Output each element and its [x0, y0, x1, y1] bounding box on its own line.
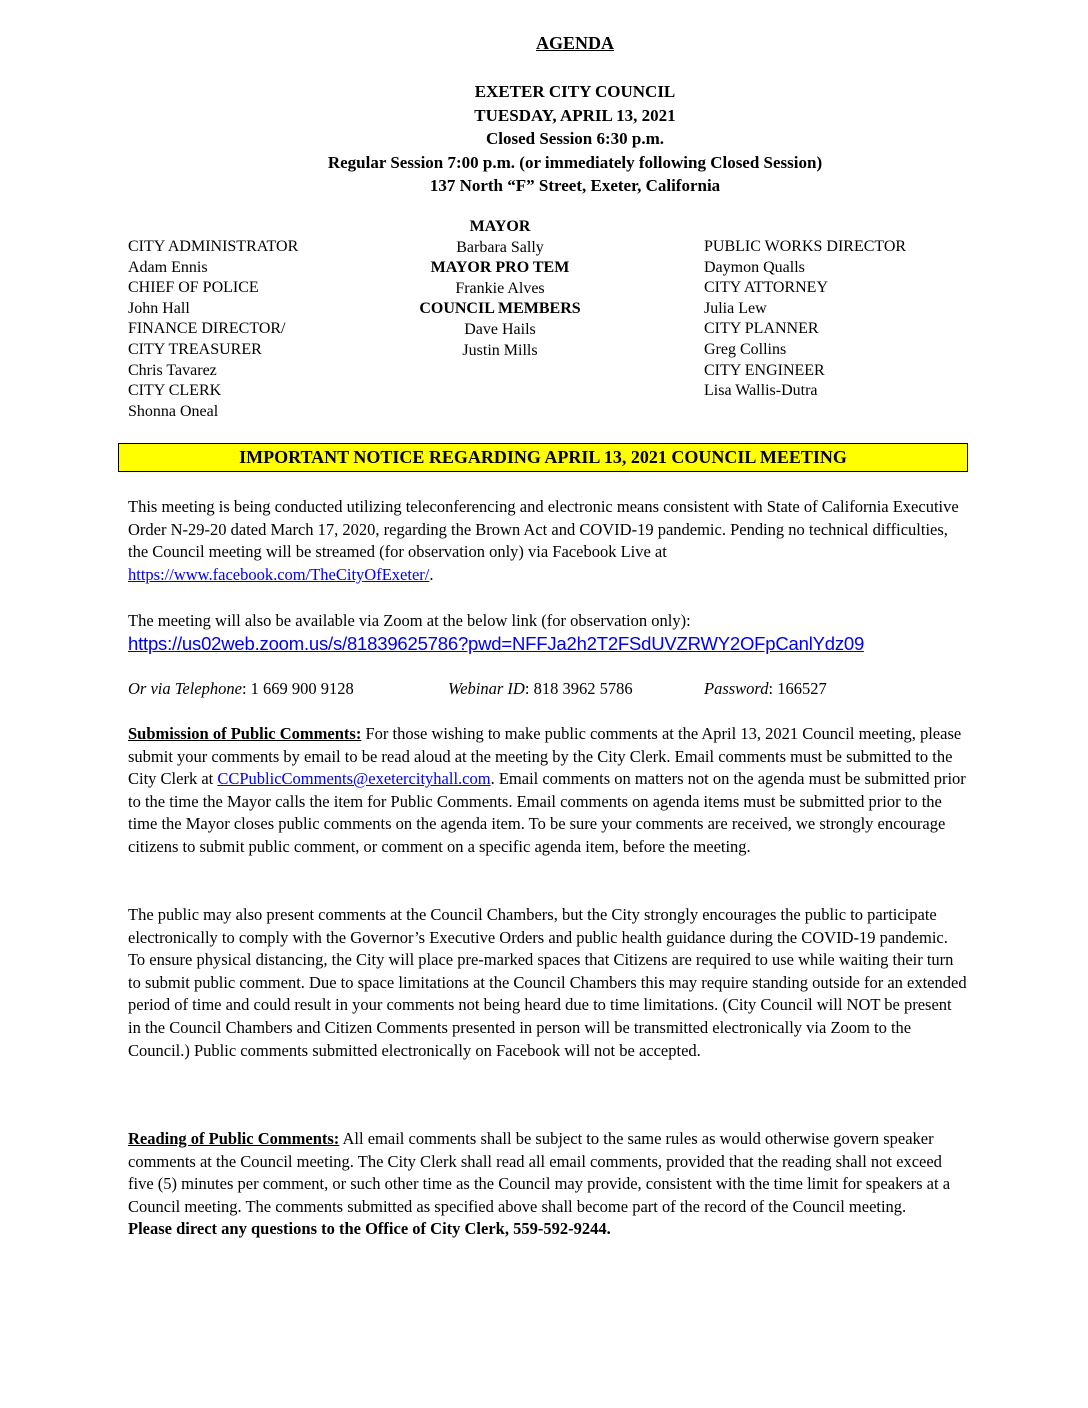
webinar-id: : 818 3962 5786	[524, 679, 633, 698]
official-line: CITY PLANNER	[704, 320, 819, 338]
password-value: : 166527	[768, 679, 827, 698]
closed-session-time: Closed Session 6:30 p.m.	[485, 129, 665, 148]
submission-text-2: . Email comments on matters not on the agenda must be submitted prior to the time the Mayor calls the item for Public Comments. Email comments on agenda items must be submitted prior to the time the Mayor closes public comments on the agenda item. To be sure your comments are received, we strongly encourage citizens to submit public comment, or comment on a specific agenda item, before the meeting.	[128, 769, 966, 856]
meeting-address: 137 North “F” Street, Exeter, California	[429, 176, 721, 195]
webinar-label: Webinar ID	[448, 679, 525, 698]
council-name: EXETER CITY COUNCIL	[474, 82, 676, 101]
public-comments-paragraph: The public may also present comments at the Council Chambers, but the City strongly encourages the public to participate electronically to comply with the Governor’s Executive Orders and public health guidance during the COVID-19 pandemic. To ensure physical distancing, the City will place pre-marked spaces that Citizens are required to use while waiting their turn to submit public comment. Due to space limitations at the Council Chambers this may require standing outside for an extended period of time and could result in your comments not being heard due to time limitations. (City Council will NOT be present in the Council Chambers and Citizen Comments presented in person will be transmitted electronically via Zoom to the Council.) Public comments submitted electronically on Facebook will not be accepted.	[128, 905, 967, 1060]
phone-line	[128, 678, 968, 701]
email-link[interactable]: CCPublicComments@exetercityhall.com	[217, 769, 491, 789]
meeting-header	[0, 80, 1088, 198]
telephone-number: : 1 669 900 9128	[241, 679, 354, 698]
submission-paragraph	[128, 723, 968, 859]
official-line: Shonna Oneal	[128, 402, 219, 420]
official-line: CITY CLERK	[128, 382, 222, 400]
council-members-label: COUNCIL MEMBERS	[419, 300, 581, 318]
password-label: Password	[704, 679, 769, 698]
submission-text: For those wishing to make public comments at the April 13, 2021 Council meeting, please submit your comments by email to be read aloud at the meeting by the City Clerk. Email comments must be submitted to the City Clerk at	[128, 724, 962, 789]
official-line: Greg Collins	[704, 340, 787, 358]
telephone-label: Or via Telephone	[128, 679, 242, 698]
zoom-link[interactable]: https://us02web.zoom.us/s/81839625786?pwd=NFFJa2h2T2FSdUVZRWY2OFpCanlYdz09	[128, 632, 865, 654]
teleconference-text: This meeting is being conducted utilizing teleconferencing and electronic means consistent with State of California Executive Order N-29-20 dated March 17, 2020, regarding the Brown Act and COVID-19 pandemic. Pending no technical difficulties, the Council meeting will be streamed (for observation only) via Facebook Live at	[128, 497, 959, 562]
facebook-link[interactable]: https://www.facebook.com/TheCityOfExeter/	[128, 564, 430, 584]
council-member-name: Dave Hails	[464, 320, 536, 338]
official-line: Adam Ennis	[128, 258, 208, 276]
official-line: CITY ATTORNEY	[704, 279, 828, 297]
official-line: PUBLIC WORKS DIRECTOR	[704, 238, 907, 255]
mayor-name: Barbara Sally	[456, 238, 544, 256]
meeting-date: TUESDAY, APRIL 13, 2021	[474, 105, 676, 125]
agenda-title: AGENDA	[535, 33, 614, 53]
council-member-name: Justin Mills	[462, 341, 538, 359]
reading-paragraph	[128, 1128, 968, 1241]
zoom-text: The meeting will also be available via Zoom at the below link (for observation only):	[128, 611, 691, 630]
mayor-label: MAYOR	[469, 218, 531, 235]
zoom-paragraph	[128, 610, 968, 656]
official-line: Daymon Qualls	[704, 258, 805, 276]
important-notice-banner: IMPORTANT NOTICE REGARDING APRIL 13, 2021 COUNCIL MEETING	[118, 443, 968, 472]
officials-left-column	[128, 237, 428, 422]
official-line: CITY ENGINEER	[704, 361, 825, 379]
official-line: Chris Tavarez	[128, 361, 217, 379]
official-line: Julia Lew	[704, 299, 767, 317]
teleconference-paragraph	[128, 496, 968, 586]
officials-right-column	[704, 237, 1004, 402]
contact-line: Please direct any questions to the Office of City Clerk, 559-592-9244.	[128, 1219, 611, 1239]
teleconference-end: .	[429, 564, 434, 584]
official-line: John Hall	[128, 299, 190, 317]
officials-mid-column	[400, 217, 600, 361]
pro-tem-name: Frankie Alves	[455, 279, 545, 297]
official-line: CITY TREASURER	[128, 340, 262, 358]
official-line: CITY ADMINISTRATOR	[128, 238, 299, 255]
submission-heading: Submission of Public Comments:	[128, 724, 362, 743]
reading-heading: Reading of Public Comments:	[128, 1129, 340, 1148]
pro-tem-label: MAYOR PRO TEM	[430, 259, 570, 277]
official-line: CHIEF OF POLICE	[128, 279, 259, 297]
official-line: Lisa Wallis-Dutra	[704, 382, 818, 400]
reading-text: All email comments shall be subject to the same rules as would otherwise govern speaker comments at the Council meeting. The City Clerk shall read all email comments, provided that the reading shall not exceed five (5) minutes per comment, or such other time as the Council may provide, consistent with the time limit for speakers at a Council meeting. The comments submitted as specified above shall become part of the record of the Council meeting.	[128, 1129, 951, 1216]
official-line: FINANCE DIRECTOR/	[128, 320, 286, 338]
regular-session-time: Regular Session 7:00 p.m. (or immediately following Closed Session)	[327, 152, 823, 172]
